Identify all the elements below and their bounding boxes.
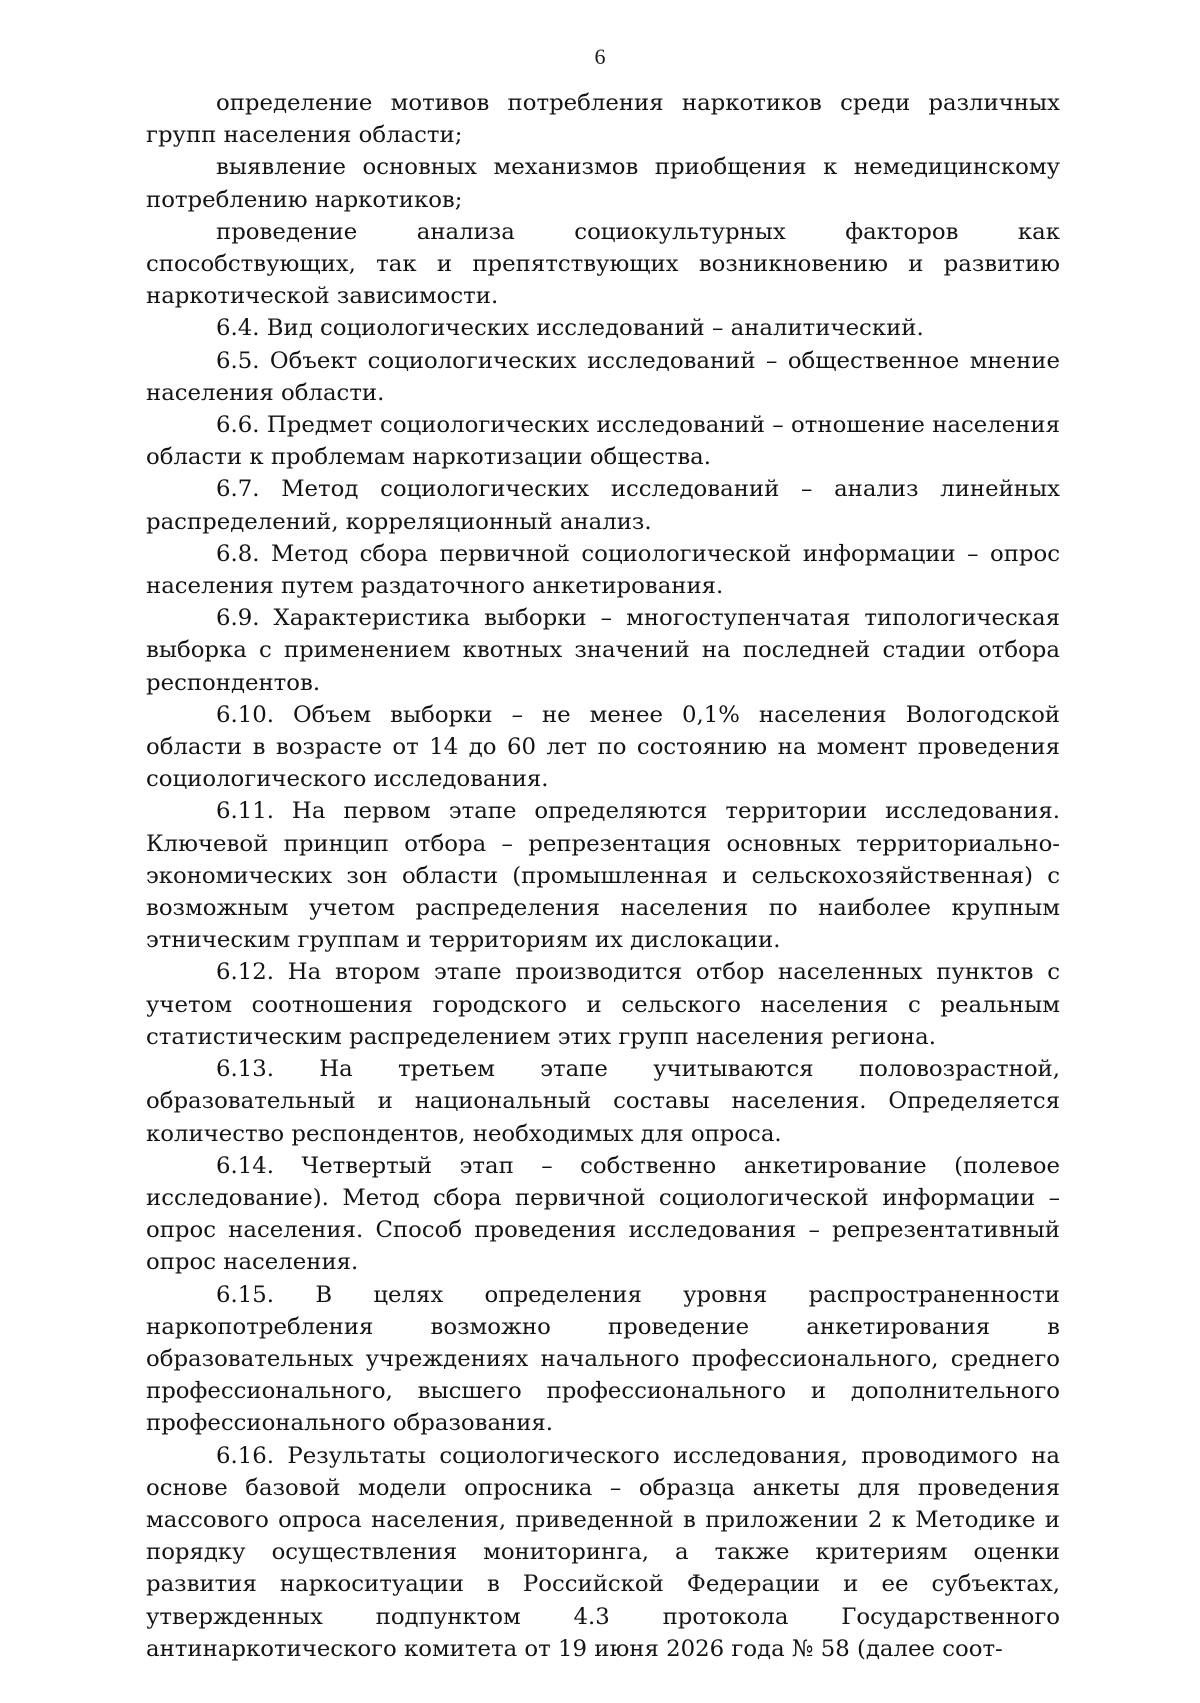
paragraph-6-9: 6.9. Характеристика выборки – многоступенчатая типологическая выборка с применением квотных значений на последней стадии отбора респондентов. [146,605,1060,696]
paragraph-6-6: 6.6. Предмет социологических исследований – отношение населения области к проблемам наркотизации общества. [146,412,1060,471]
paragraph-sociocultural-analysis: проведение анализа социокультурных факторов как способствующих, так и препятствующих возникновению и развитию наркотической зависимости. [146,218,1060,310]
paragraph-motives: определение мотивов потребления наркотиков среди различных групп населения области; [146,90,1060,149]
paragraph-6-10: 6.10. Объем выборки – не менее 0,1% населения Вологодской области в возрасте от 14 до 60 лет по состоянию на момент проведения социологического исследования. [146,701,1060,793]
paragraph-6-11: 6.11. На первом этапе определяются территории исследования. Ключевой принцип отбора – репрезентация основных территориально-экономических зон области (промышленная и сельскохозяйственная) с возможным учетом распределения населения по наиболее крупным этническим группам и территориям их дислокации. [146,798,1060,954]
paragraph-6-16: 6.16. Результаты социологического исследования, проводимого на основе базовой модели опросника – образца анкеты для проведения массового опроса населения, приведенной в приложении 2 к Методике и порядку осуществления мониторинга, а также критериям оценки развития наркоситуации в Российской Федерации и ее субъектах, утвержденных подпунктом 4.3 протокола Государственного антинаркотического комитета от 19 июня 2026 года № 58 (далее соот- [146,1442,1060,1662]
paragraph-6-7: 6.7. Метод социологических исследований – анализ линейных распределений, корреляционный анализ. [146,476,1060,535]
paragraph-6-8: 6.8. Метод сбора первичной социологической информации – опрос населения путем раздаточного анкетирования. [146,540,1060,600]
paragraph-6-14: 6.14. Четвертый этап – собственно анкетирование (полевое исследование). Метод сбора первичной социологической информации – опрос населения. Способ проведения исследования – репрезентативный опрос населения. [146,1152,1060,1276]
page-number: 6 [594,44,606,69]
paragraph-6-12: 6.12. На втором этапе производится отбор населенных пунктов с учетом соотношения городского и сельского населения с реальным статистическим распределением этих групп населения региона. [146,959,1060,1050]
document-body [146,87,1060,1665]
paragraph-mechanisms: выявление основных механизмов приобщения к немедицинскому потреблению наркотиков; [146,154,1060,213]
paragraph-6-5: 6.5. Объект социологических исследований – общественное мнение населения области. [146,347,1060,406]
paragraph-6-15: 6.15. В целях определения уровня распространенности наркопотребления возможно проведение анкетирования в образовательных учреждениях начального профессионального, среднего профессионального, высшего профессионального и дополнительного профессионального образования. [146,1281,1060,1437]
paragraph-6-13: 6.13. На третьем этапе учитываются половозрастной, образовательный и национальный составы населения. Определяется количество респондентов, необходимых для опроса. [146,1056,1060,1147]
paragraph-6-4: 6.4. Вид социологических исследований – аналитический. [216,315,924,342]
